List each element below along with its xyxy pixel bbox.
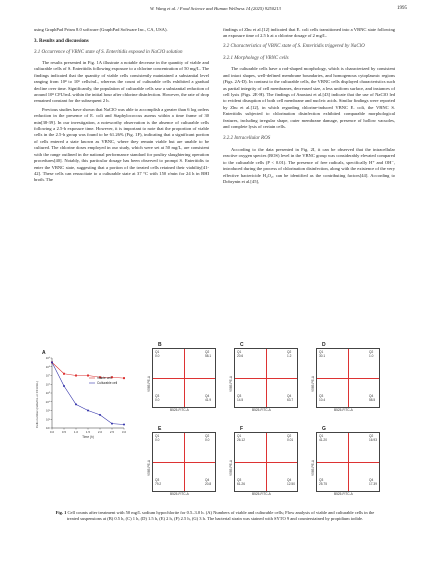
- panel-label: G: [322, 426, 326, 432]
- page-number: 1995: [397, 6, 407, 11]
- flow-panel: [316, 348, 380, 408]
- x-axis-label: B525-FITC-A: [334, 492, 353, 496]
- subsection-heading: 3.1 Occurrence of VBNC state of S. Enteritidis exposed in NaClO solution: [34, 49, 183, 55]
- series-line: [52, 362, 124, 424]
- quadrant-label: Q2 16.93: [369, 434, 377, 442]
- x-axis-label: Time (h): [82, 435, 94, 439]
- running-header: [0, 6, 427, 16]
- figure-caption: [50, 510, 380, 522]
- paragraph: According to the data presented in Fig. 2I, it can be observed that the intracellular reactive oxygen species (ROS) level in the VBNC group was considerably elevated compared to the culturable cells (P < 0.01). The presence of free radicals, specifically H⁺ and OH⁻, introduced during the process of chlorination disinfection, along with the existence of the very effective bactericide H₂O₂, can be identified as the contributing factors[44]. According to Dobrynin et al.[45],: [223, 146, 395, 184]
- flow-panel: [234, 348, 298, 408]
- gate-line-horizontal: [153, 378, 215, 379]
- y-tick-label: 10²: [45, 417, 50, 422]
- x-axis-label: B525-FITC-A: [252, 408, 271, 412]
- quadrant-label: Q3 79.2: [155, 478, 162, 486]
- y-tick-label: 10⁹: [45, 356, 50, 360]
- data-point: [75, 375, 77, 377]
- panel-label: D: [322, 342, 326, 348]
- gate-line-horizontal: [317, 462, 379, 463]
- quadrant-label: Q3 14.5: [237, 394, 244, 402]
- gate-line-horizontal: [235, 462, 297, 463]
- caption-text: Cell counts after treatment with 50 mg/L sodium hypochlorite for 0.5–3.0 h. (A) Numbers of viable and culturable cells; Flow analysis of viable and culturable cells in the treated suspensions at (B) 0.5 h, (C) 1 h, (D) 1.5 h, (E) 2 h, (F) 2.5 h, (G) 3 h. The bacterial strain was stained with SYTO 9 and counterstained by propidium iodide.: [66, 510, 375, 522]
- quadrant-label: Q2 0.01: [287, 434, 294, 442]
- quadrant-label: Q4 41.9: [205, 394, 212, 402]
- data-point: [63, 373, 65, 375]
- quadrant-label: Q3 25.75: [319, 478, 327, 486]
- running-head: W. Wang et al. / Food Science and Human Wellness 14 (2025) 9250213: [150, 6, 281, 11]
- y-axis-label: Y585-PE-A: [229, 460, 233, 476]
- data-point: [99, 414, 101, 416]
- y-tick-label: 10⁵: [45, 391, 50, 395]
- gate-line-horizontal: [317, 378, 379, 379]
- x-axis-label: B525-FITC-A: [170, 408, 189, 412]
- flow-panel: [316, 432, 380, 492]
- flow-panel: [152, 432, 216, 492]
- data-point: [87, 410, 89, 412]
- y-tick-label: 10¹: [45, 426, 50, 430]
- y-tick-label: 10³: [45, 408, 50, 413]
- quadrant-label: Q4 63.7: [287, 394, 294, 402]
- data-point: [51, 361, 53, 363]
- y-axis-label: Y585-PE-A: [147, 460, 151, 476]
- subsubsection-heading: 3.2.1 Morphology of VBNC cells: [223, 56, 289, 62]
- data-point: [111, 423, 113, 425]
- y-tick-label: 10⁶: [45, 382, 50, 387]
- y-axis-label: Cells number (cells/mL or CFU/mL): [35, 381, 39, 428]
- y-axis-label: Y585-PE-A: [311, 460, 315, 476]
- quadrant-label: Q4 12.50: [287, 478, 295, 486]
- chart-a-plot: [34, 350, 129, 440]
- gate-line-horizontal: [153, 462, 215, 463]
- x-tick-label: 2.5: [109, 430, 115, 434]
- y-tick-label: 10⁸: [45, 364, 50, 369]
- paragraph: The culturable cells have a rod-shaped morphology, which is characterized by consistent and intact shapes, well-defined membrane boundaries, and homogenous cytoplasmic regions (Figs. 2A-D). In contrast to the culturable cells, the VBNC cells displayed characteristics such as partial integrity of cell membranes, decreased size, a less uniform surface, and instances of cell lysis (Figs. 2E-H). The findings of Anastasi et al.[43] indicate that the use of NaClO led to evident disruption of both cell membrane and nucleic acids. Similar findings were reported by Zhu et al.[12], in which regarding chlorine-induced VBNC E. coli, the VBNC S. Enteritidis subjected to chlorination disinfection exhibited comparable morphological features, including irregular shape, outer membrane damage, presence of hollow vacuoles, and complete lysis of certain cells.: [223, 66, 395, 130]
- x-axis-label: B525-FITC-A: [170, 492, 189, 496]
- x-axis-label: B525-FITC-A: [334, 408, 353, 412]
- quadrant-label: Q2 1.2: [287, 350, 292, 358]
- paragraph: findings of Zhu et al.[12] indicated that E. coli cells transitioned into a VBNC state following an exposure time of 2.5 h at a chlorine dosage of 2 mg/L.: [223, 27, 395, 39]
- quadrant-label: Q1 30.1: [319, 350, 326, 358]
- y-axis-label: Y585-PE-A: [311, 376, 315, 392]
- y-tick-label: 10⁴: [45, 399, 50, 404]
- panel-label: C: [240, 342, 244, 348]
- section-heading: 3. Results and discussions: [34, 39, 89, 45]
- quadrant-label: Q2 58.1: [205, 350, 212, 358]
- x-axis-label: B525-FITC-A: [252, 492, 271, 496]
- legend-label: Culturable cell: [97, 381, 118, 385]
- quadrant-label: Q2 1.0: [369, 350, 374, 358]
- panel-label: E: [158, 426, 162, 432]
- quadrant-label: Q1 0.0: [155, 434, 160, 442]
- subsubsection-heading: 3.2.2 Intracellular ROS: [223, 136, 271, 142]
- quadrant-label: Q4 20.8: [205, 478, 212, 486]
- data-point: [123, 424, 125, 426]
- paragraph: using GraphPad Prism 8.0 software (GraphPad Software Inc., CA, USA).: [34, 27, 168, 32]
- paragraph: Previous studies have shown that NaClO was able to accomplish a greater than 6 log orders reduction in the presence of E. coli and Staphylococcus aureus within a time frame of 30 min[38-39]. In our investigation, a noteworthy observation is the absence of culturable cells following a 2.5-h exposure time. However, it is important to note that the proportion of viable cells in the 2.5-h group was found to be 61.26% (Fig. 1F), indicating that a significant portion of cells entered a state known as VBNC, where they remain viable but are unable to be cultured. The chlorine doses employed in our study, which were set at 50 mg/L, are consistent with the range outlined in the national performance standard for poultry slaughtering operation procedures[40]. Notably, this particular dosage has been observed to prompt S. Enteritidis to enter the VBNC state, suggesting that a portion of the treated cells retained their viability[41-42]. These cells can resuscitate to a culturable state at 37 °C with 150 r/min for 24 h in BHI broth. The: [34, 106, 209, 183]
- x-tick-label: 1.0: [73, 430, 79, 434]
- x-tick-label: 1.5: [85, 430, 91, 434]
- flow-panel: [152, 348, 216, 408]
- paragraph: The results presented in Fig. 1A illustrate a notable decrease in the quantity of viable and culturable cells of S. Enteritidis following exposure to a chlorine concentration of 50 mg/L. The findings indicated that the quantity of viable cells consistently maintained a substantial level ranging from 10⁸ to 10⁶ cells/mL, whereas the count of culturable cells exhibited a gradual decline over time. Significantly, the population of culturable cells saw a substantial reduction of around 10⁸ CFU/mL within the initial hour after chlorine disinfection. However, the rate of drop remained constant for the subsequent 2 h.: [34, 60, 209, 104]
- quadrant-label: Q4 17.39: [369, 478, 377, 486]
- quadrant-label: Q1 26.12: [237, 434, 245, 442]
- left-column: [34, 27, 209, 186]
- chart-a: [34, 350, 129, 440]
- caption-label: Fig. 1: [55, 510, 67, 515]
- quadrant-label: Q3 0.0: [155, 394, 160, 402]
- y-axis-label: Y585-PE-A: [147, 376, 151, 392]
- y-axis-label: Y585-PE-A: [229, 376, 233, 392]
- panel-label: A: [42, 350, 46, 356]
- y-tick-label: 10⁷: [45, 373, 50, 378]
- quadrant-label: Q1 20.6: [237, 350, 244, 358]
- quadrant-label: Q3 10.4: [319, 394, 326, 402]
- x-tick-label: 2.0: [97, 430, 103, 434]
- gate-line-horizontal: [235, 378, 297, 379]
- x-tick-label: 3.0: [121, 430, 127, 434]
- figure-1: [34, 340, 394, 508]
- data-point: [63, 385, 65, 387]
- data-point: [123, 377, 125, 379]
- x-tick-label: 0.0: [49, 430, 55, 434]
- panel-label: B: [158, 342, 162, 348]
- flow-panel: [234, 432, 298, 492]
- quadrant-label: Q3 61.26: [237, 478, 245, 486]
- quadrant-label: Q4 58.5: [369, 394, 376, 402]
- subsection-heading: 3.2 Characteristics of VBNC state of S. Enteritidis triggered by NaClO: [223, 43, 365, 49]
- legend-label: Viable cell: [97, 376, 112, 380]
- panel-label: F: [240, 426, 244, 432]
- quadrant-label: Q2 0.0: [205, 434, 210, 442]
- quadrant-label: Q1 0.0: [155, 350, 160, 358]
- right-column: [223, 27, 395, 187]
- quadrant-label: Q1 41.20: [319, 434, 327, 442]
- data-point: [87, 375, 89, 377]
- data-point: [75, 403, 77, 405]
- x-tick-label: 0.5: [61, 430, 67, 434]
